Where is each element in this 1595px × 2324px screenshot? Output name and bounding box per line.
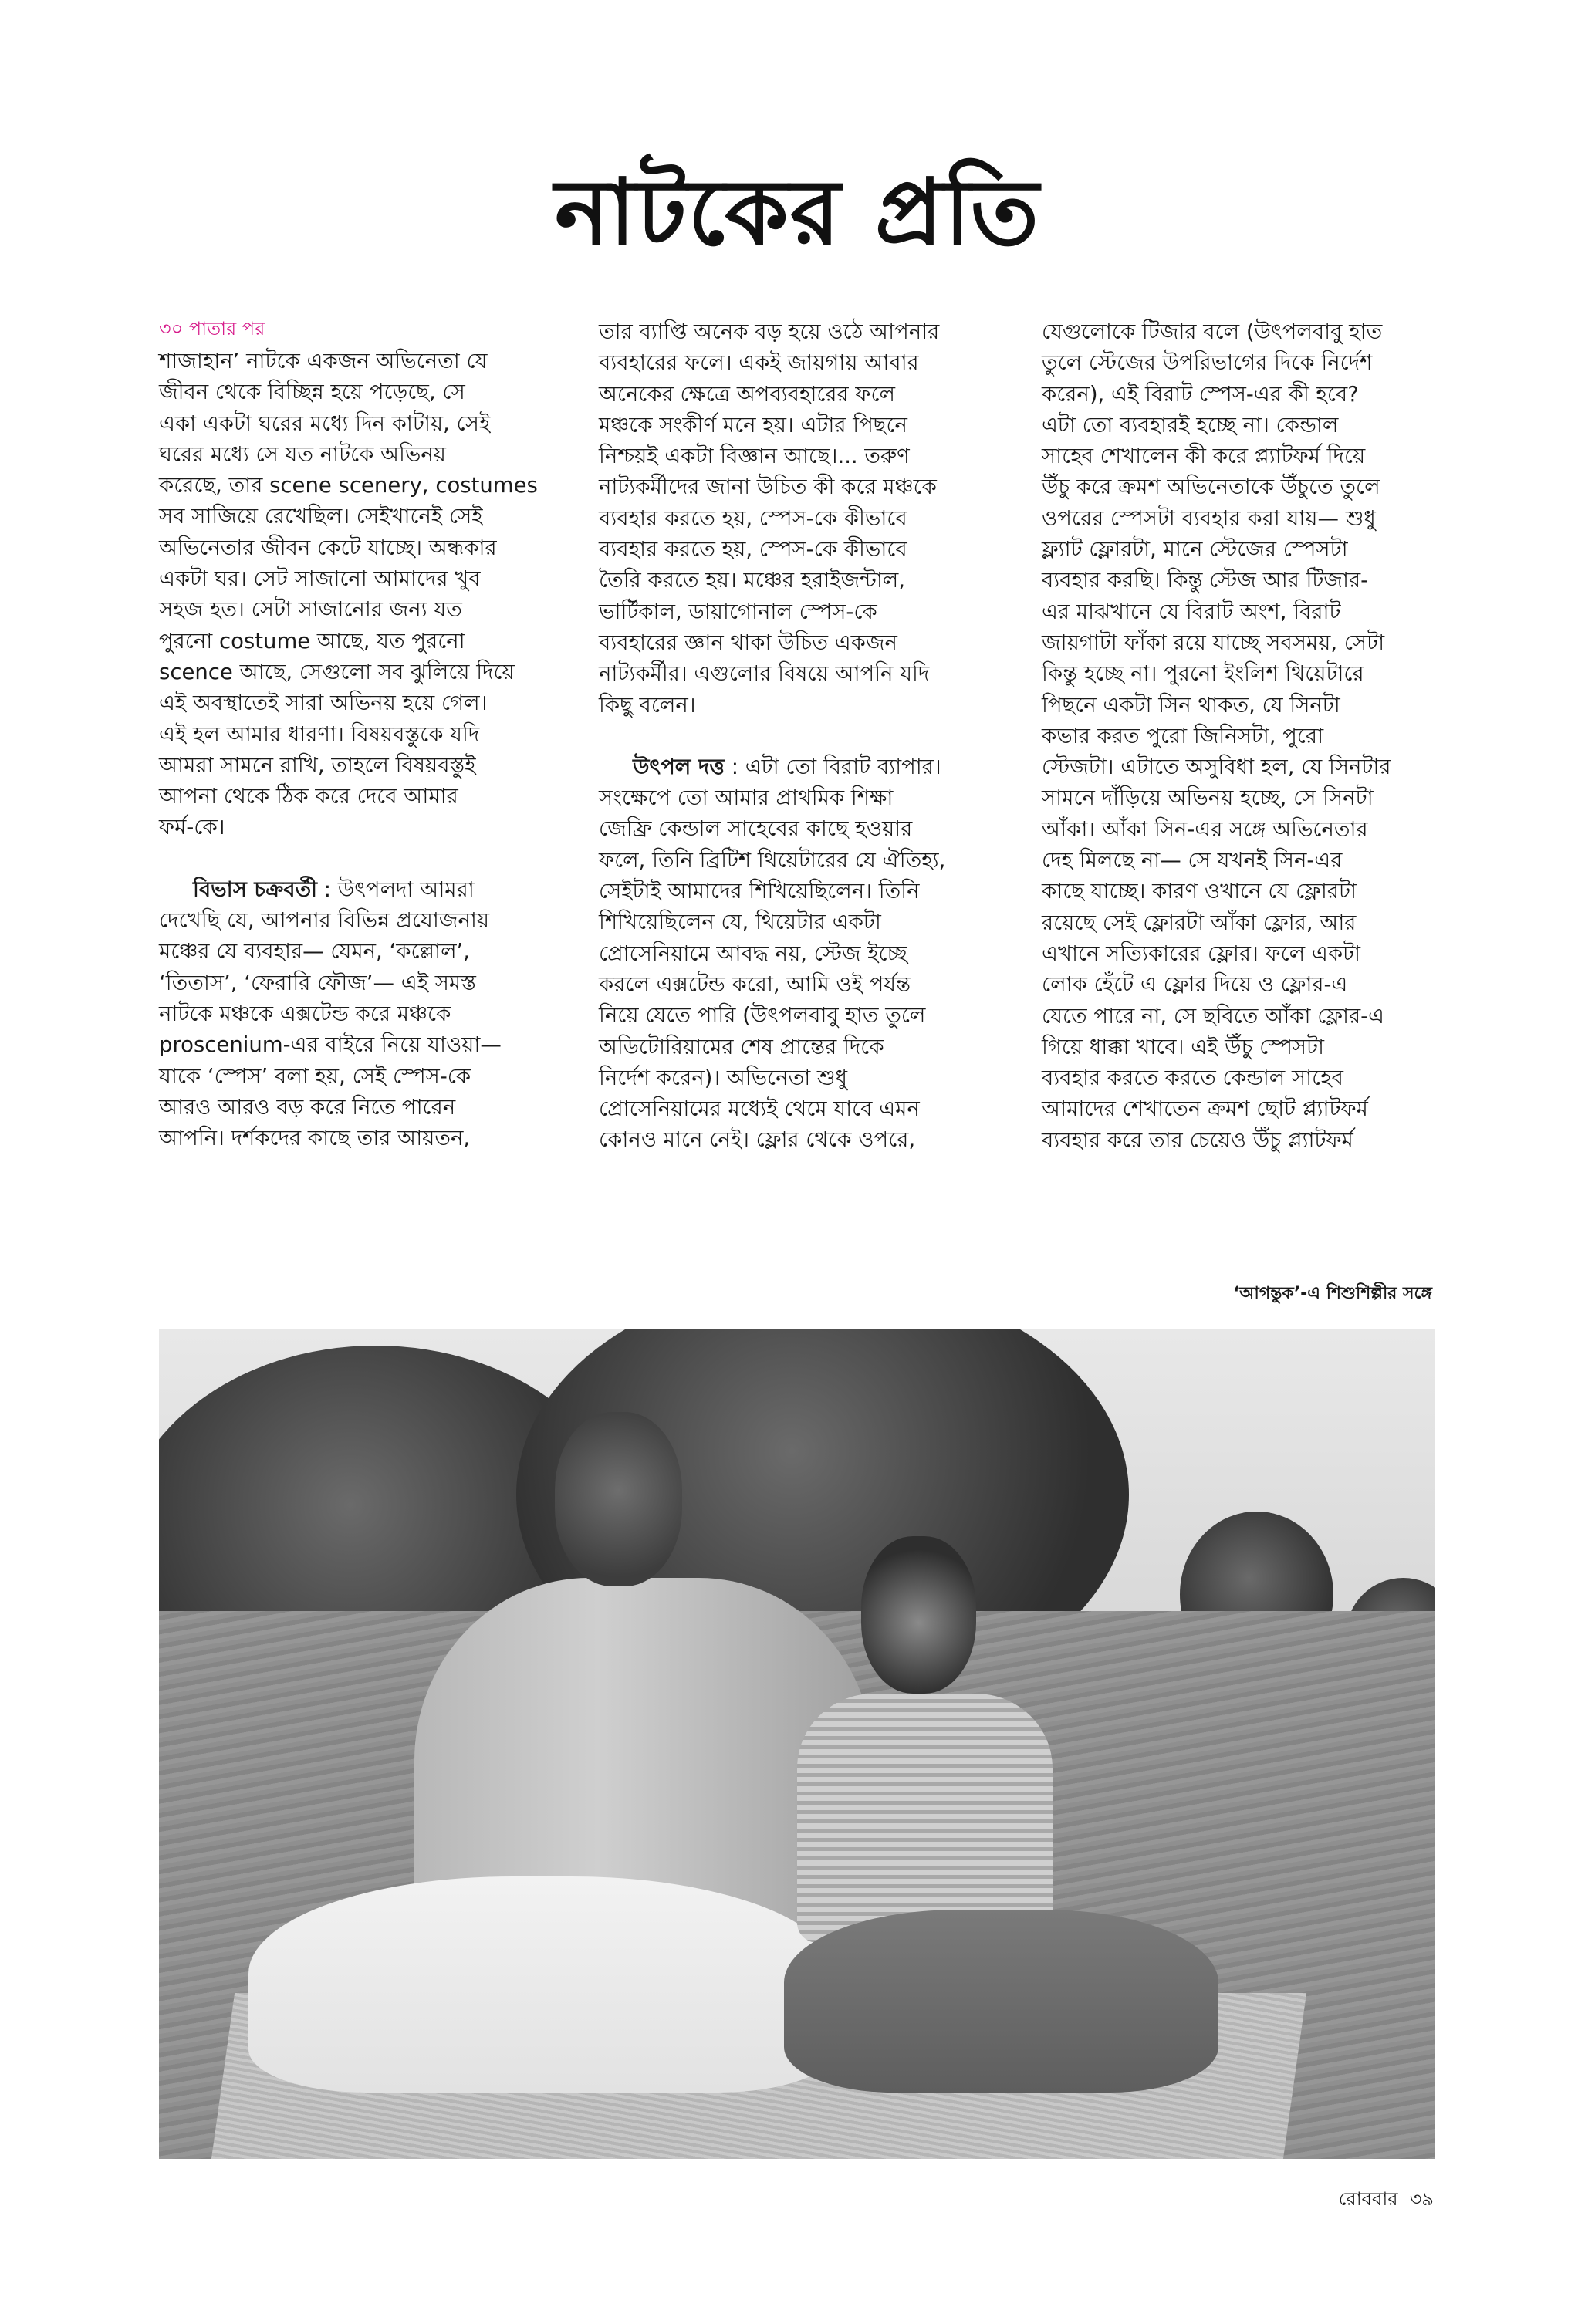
- text-line: ব্যবহার করে তার চেয়েও উঁচু প্ল্যাটফর্ম: [1042, 1127, 1353, 1153]
- text-line: সেইটাই আমাদের শিখিয়েছিলেন। তিনি: [599, 879, 920, 904]
- article-column-2: [599, 316, 1022, 1156]
- text-line: নিয়ে যেতে পারি (উৎপলবাবু হাত তুলে: [599, 1003, 926, 1029]
- text-line: scence আছে, সেগুলো সব ঝুলিয়ে দিয়ে: [159, 659, 515, 684]
- text-line: কোনও মানে নেই। ফ্লোর থেকে ওপরে,: [599, 1127, 916, 1153]
- text-line: ফর্ম-কে।: [159, 815, 225, 840]
- photo-man-head: [555, 1412, 682, 1586]
- column-3-body: [1042, 316, 1465, 1156]
- text-line: প্রোসেনিয়ামে আবদ্ধ নয়, স্টেজ ইচ্ছে: [599, 941, 907, 966]
- text-line: অভিনেতার জীবন কেটে যাচ্ছে। অন্ধকার: [159, 535, 497, 560]
- text-line: আপনা থেকে ঠিক করে দেবে আমার: [159, 784, 458, 809]
- speaker-line-text: : উৎপলদা আমরা: [317, 877, 475, 902]
- text-line: কিছু বলেন।: [599, 692, 696, 718]
- text-line: প্রোসেনিয়ামের মধ্যেই থেমে যাবে এমন: [599, 1096, 920, 1122]
- text-line: দেখেছি যে, আপনার বিভিন্ন প্রযোজনায়: [159, 908, 490, 934]
- article-column-1: [159, 316, 582, 1154]
- text-line: জায়গাটা ফাঁকা রয়ে যাচ্ছে সবসময়, সেটা: [1042, 630, 1385, 655]
- text-line: করেছে, তার scene scenery, costumes: [159, 473, 538, 498]
- text-line: তৈরি করতে হয়। মঞ্চের হরাইজন্টাল,: [599, 568, 906, 593]
- text-line: ব্যবহারের জ্ঞান থাকা উচিত একজন: [599, 630, 897, 655]
- text-line: যেগুলোকে টিজার বলে (উৎপলবাবু হাত: [1042, 319, 1383, 344]
- text-line: সংক্ষেপে তো আমার প্রাথমিক শিক্ষা: [599, 785, 894, 811]
- text-line: উঁচু করে ক্রমশ অভিনেতাকে উঁচুতে তুলে: [1042, 475, 1380, 500]
- text-line: তুলে স্টেজের উপরিভাগের দিকে নির্দেশ: [1042, 350, 1373, 376]
- text-line: যেতে পারে না, সে ছবিতে আঁকা ফ্লোর-এ: [1042, 1003, 1384, 1029]
- text-line: নাট্যকর্মীর। এগুলোর বিষয়ে আপনি যদি: [599, 661, 930, 687]
- speaker-line-text: : এটা তো বিরাট ব্যাপার।: [724, 754, 941, 779]
- speaker-name: উৎপল দত্ত: [633, 754, 725, 779]
- text-line: অডিটোরিয়ামের শেষ প্রান্তের দিকে: [599, 1034, 884, 1059]
- text-line: তার ব্যাপ্তি অনেক বড় হয়ে ওঠে আপনার: [599, 319, 940, 344]
- page-footer: [1235, 2187, 1434, 2211]
- text-line: আমরা সামনে রাখি, তাহলে বিষয়বস্তুই: [159, 752, 476, 778]
- photo-man-legs: [248, 1876, 836, 2093]
- continued-from-label: ৩০ পাতার পর: [159, 318, 265, 339]
- speaker-name: বিভাস চক্রবর্তী: [193, 877, 318, 902]
- text-line: ফ্ল্যাট ফ্লোরটা, মানে স্টেজের স্পেসটা: [1042, 537, 1348, 562]
- text-line: দেহ মিলছে না— সে যখনই সিন-এর: [1042, 848, 1343, 873]
- column-1-speaker-body: [159, 905, 582, 1154]
- text-line: ফলে, তিনি ব্রিটিশ থিয়েটারের যে ঐতিহ্য,: [599, 847, 946, 873]
- text-line: ‘তিতাস’, ‘ফেরারি ফৌজ’— এই সমস্ত: [159, 970, 476, 995]
- column-2-body: [599, 316, 1022, 721]
- text-line: সব সাজিয়ে রেখেছিল। সেইখানেই সেই: [159, 504, 483, 529]
- article-photo: [159, 1329, 1435, 2159]
- publication-name: রোববার: [1338, 2188, 1398, 2210]
- text-line: নির্দেশ করেন)। অভিনেতা শুধু: [599, 1065, 848, 1090]
- text-line: ভার্টিকাল, ডায়াগোনাল স্পেস-কে: [599, 599, 877, 624]
- text-line: proscenium-এর বাইরে নিয়ে যাওয়া—: [159, 1032, 502, 1058]
- text-line: পুরনো costume আছে, যত পুরনো: [159, 628, 465, 654]
- text-line: করেন), এই বিরাট স্পেস-এর কী হবে?: [1042, 381, 1359, 407]
- paragraph-gap: [159, 843, 582, 874]
- text-line: একটা ঘর। সেট সাজানো আমাদের খুব: [159, 566, 481, 592]
- text-line: আরও আরও বড় করে নিতে পারেন: [159, 1094, 456, 1120]
- text-line: এর মাঝখানে যে বিরাট অংশ, বিরাট: [1042, 599, 1341, 624]
- text-line: ব্যবহার করছি। কিন্তু স্টেজ আর টিজার-: [1042, 568, 1369, 593]
- speaker-line: [599, 752, 1022, 782]
- text-line: শিখিয়েছিলেন যে, থিয়েটার একটা: [599, 910, 881, 935]
- text-line: আঁকা। আঁকা সিন-এর সঙ্গে অভিনেতার: [1042, 816, 1368, 842]
- text-line: জীবন থেকে বিচ্ছিন্ন হয়ে পড়েছে, সে: [159, 380, 465, 405]
- text-line: ব্যবহার করতে করতে কেন্ডাল সাহেব: [1042, 1066, 1343, 1091]
- text-line: নাট্যকর্মীদের জানা উচিত কী করে মঞ্চকে: [599, 475, 937, 500]
- text-line: এই হল আমার ধারণা। বিষয়বস্তুকে যদি: [159, 721, 480, 747]
- page-number: ৩৯: [1409, 2188, 1434, 2210]
- text-line: মঞ্চকে সংকীর্ণ মনে হয়। এটার পিছনে: [599, 412, 907, 437]
- photo-boy-head: [861, 1536, 976, 1694]
- paragraph-gap: [599, 721, 1022, 752]
- text-line: নিশ্চয়ই একটা বিজ্ঞান আছে।... তরুণ: [599, 444, 910, 469]
- text-line: কিন্তু হচ্ছে না। পুরনো ইংলিশ থিয়েটারে: [1042, 661, 1364, 687]
- article-column-3: [1042, 316, 1465, 1156]
- column-2-speaker-body: [599, 782, 1022, 1156]
- text-line: আপনি। দর্শকদের কাছে তার আয়তন,: [159, 1126, 471, 1151]
- photo-boy-figure: [797, 1694, 1053, 1943]
- text-line: এটা তো ব্যবহারই হচ্ছে না। কেন্ডাল: [1042, 412, 1339, 437]
- text-line: ব্যবহারের ফলে। একই জায়গায় আবার: [599, 350, 919, 376]
- photo-caption: ‘আগন্তুক’-এ শিশুশিল্পীর সঙ্গে: [1232, 1284, 1432, 1303]
- text-line: ঘরের মধ্যে সে যত নাটকে অভিনয়: [159, 441, 446, 467]
- text-line: আমাদের শেখাতেন ক্রমশ ছোট প্ল্যাটফর্ম: [1042, 1096, 1368, 1122]
- text-line: গিয়ে ধাক্কা খাবে। এই উঁচু স্পেসটা: [1042, 1034, 1324, 1059]
- text-line: এখানে সত্যিকারের ফ্লোর। ফলে একটা: [1042, 941, 1361, 966]
- text-line: একা একটা ঘরের মধ্যে দিন কাটায়, সেই: [159, 410, 491, 436]
- text-line: পিছনে একটা সিন থাকত, যে সিনটা: [1042, 692, 1340, 718]
- text-line: করলে এক্সটেন্ড করো, আমি ওই পর্যন্ত: [599, 971, 911, 997]
- text-line: ওপরের স্পেসটা ব্যবহার করা যায়— শুধু: [1042, 505, 1376, 531]
- text-line: কভার করত পুরো জিনিসটা, পুরো: [1042, 723, 1324, 748]
- text-line: জেফ্রি কেন্ডাল সাহেবের কাছে হওয়ার: [599, 816, 913, 842]
- text-line: মঞ্চের যে ব্যবহার— যেমন, ‘কল্লোল’,: [159, 939, 471, 964]
- column-1-body: [159, 346, 582, 843]
- text-line: কাছে যাচ্ছে। কারণ ওখানে যে ফ্লোরটা: [1042, 879, 1357, 904]
- text-line: ব্যবহার করতে হয়, স্পেস-কে কীভাবে: [599, 537, 907, 562]
- text-line: লোক হেঁটে এ ফ্লোর দিয়ে ও ফ্লোর-এ: [1042, 972, 1348, 998]
- text-line: শাজাহান’ নাটকে একজন অভিনেতা যে: [159, 349, 488, 373]
- text-line: রয়েছে সেই ফ্লোরটা আঁকা ফ্লোর, আর: [1042, 910, 1357, 935]
- text-line: স্টেজটা। এটাতে অসুবিধা হল, যে সিনটার: [1042, 755, 1391, 780]
- text-line: এই অবস্থাতেই সারা অভিনয় হয়ে গেল।: [159, 691, 488, 716]
- text-line: সামনে দাঁড়িয়ে অভিনয় হচ্ছে, সে সিনটা: [1042, 785, 1374, 811]
- text-line: যাকে ‘স্পেস’ বলা হয়, সেই স্পেস-কে: [159, 1063, 471, 1089]
- photo-boy-legs: [784, 1910, 1218, 2093]
- text-line: অনেকের ক্ষেত্রে অপব্যবহারের ফলে: [599, 381, 896, 407]
- text-line: সহজ হত। সেটা সাজানোর জন্য যত: [159, 597, 462, 623]
- speaker-line: [159, 874, 582, 905]
- text-line: নাটকে মঞ্চকে এক্সটেন্ড করে মঞ্চকে: [159, 1001, 451, 1026]
- text-line: সাহেব শেখালেন কী করে প্ল্যাটফর্ম দিয়ে: [1042, 444, 1366, 469]
- text-line: ব্যবহার করতে হয়, স্পেস-কে কীভাবে: [599, 505, 907, 531]
- article-title: নাটকের প্রতি: [554, 159, 1041, 265]
